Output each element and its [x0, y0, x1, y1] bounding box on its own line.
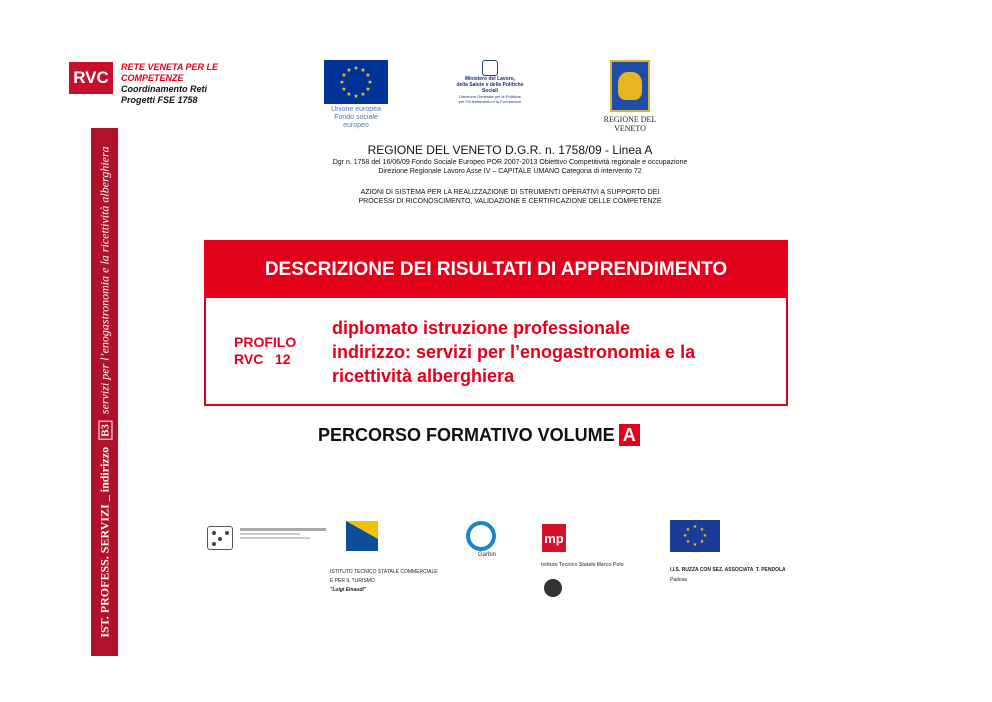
- rvc-line4: Progetti FSE 1758: [121, 95, 198, 105]
- regione-veneto-logo: [590, 60, 670, 133]
- ruzza-line1: I.I.S. RUZZA CON SEZ. ASSOCIATA T. PENDOLA: [670, 567, 786, 573]
- side-bar: [91, 128, 118, 656]
- percorso-title: [318, 424, 640, 446]
- eu-flag-icon: [324, 60, 388, 104]
- svg-text:★: ★: [346, 67, 352, 74]
- einaudi-caption: [330, 568, 438, 595]
- repubblica-emblem-icon: [544, 579, 562, 597]
- banner-title: DESCRIZIONE DEI RISULTATI DI APPRENDIMENTO: [206, 242, 786, 298]
- svg-text:★: ★: [367, 79, 373, 86]
- einaudi-logo-icon: [346, 521, 378, 551]
- eu-caption-line2: Fondo sociale europeo: [334, 114, 378, 129]
- azioni-line1: AZIONI DI SISTEMA PER LA REALIZZAZIONE DI STRUMENTI OPERATIVI A SUPPORTO DEI: [360, 189, 660, 196]
- partner-logo-1-icon: [207, 526, 233, 550]
- rvc-line1: RETE VENETA PER LE: [121, 62, 219, 72]
- svg-text:★: ★: [365, 86, 371, 93]
- ruzza-caption: [670, 565, 786, 585]
- mp-logo-text: mp: [544, 530, 564, 546]
- ministero-logo: [449, 60, 531, 104]
- eu-caption-line1: Unione europea: [331, 106, 381, 113]
- volume-badge: A: [619, 424, 640, 446]
- eu-logo: [324, 60, 388, 130]
- rvc-title: [121, 62, 218, 106]
- veneto-lion-icon: [610, 60, 650, 112]
- marcopolo-logo-icon: [542, 524, 566, 552]
- svg-text:★: ★: [692, 542, 698, 548]
- svg-text:★: ★: [699, 539, 705, 545]
- profilo-label: [234, 334, 296, 368]
- svg-text:★: ★: [360, 91, 366, 98]
- einaudi-line2: E PER IL TURISMO: [330, 578, 375, 584]
- garbin-logo-icon: [466, 521, 496, 551]
- partner-logo-2-icon: [240, 528, 330, 539]
- svg-text:★: ★: [353, 93, 359, 100]
- svg-text:★: ★: [341, 86, 347, 93]
- ministero-line4: per l’Orientamento e la Formazione: [458, 99, 522, 104]
- marcopolo-caption: Istituto Tecnico Statale Marco Polo: [541, 562, 624, 568]
- einaudi-line3: "Luigi Einaudi": [330, 587, 367, 593]
- svg-text:★: ★: [341, 72, 347, 79]
- einaudi-line1: ISTITUTO TECNICO STATALE COMMERCIALE: [330, 569, 438, 575]
- header-azioni: [290, 188, 730, 206]
- svg-text:★: ★: [353, 65, 359, 72]
- profile-box: [204, 240, 788, 406]
- desc-line1: diplomato istruzione professionale: [332, 318, 631, 338]
- ministero-line1: Ministero del Lavoro,: [464, 76, 516, 82]
- header-line2: Direzione Regionale Lavoro Asse IV – CAPITALE UMANO Categoria di intervento 72: [378, 168, 642, 175]
- svg-text:★: ★: [346, 91, 352, 98]
- profilo-code: RVC 12: [234, 351, 291, 367]
- svg-text:★: ★: [682, 533, 688, 539]
- ministero-emblem-icon: [482, 60, 498, 76]
- desc-line3: ricettività alberghiera: [332, 366, 515, 386]
- svg-text:★: ★: [685, 527, 691, 533]
- garbin-caption: Garbin: [478, 552, 497, 558]
- profilo-text: PROFILO: [234, 334, 297, 350]
- azioni-line2: PROCESSI DI RICONOSCIMENTO, VALIDAZIONE E CERTIFICAZIONE DELLE COMPETENZE: [358, 198, 662, 205]
- svg-text:★: ★: [339, 79, 345, 86]
- ruzza-logo-icon: [670, 520, 720, 552]
- svg-text:★: ★: [699, 527, 705, 533]
- profile-description: [332, 316, 695, 388]
- percorso-label: PERCORSO FORMATIVO VOLUME: [318, 424, 615, 445]
- rvc-line3: Coordinamento Reti: [121, 84, 208, 94]
- side-bar-text: [97, 146, 112, 637]
- desc-line2: indirizzo: servizi per l’enogastronomia e la: [332, 342, 696, 362]
- veneto-caption: REGIONE DEL VENETO: [603, 115, 657, 133]
- svg-text:★: ★: [702, 533, 708, 539]
- svg-text:★: ★: [360, 67, 366, 74]
- ruzza-line2: Padova: [670, 577, 687, 583]
- rvc-badge: RVC: [73, 68, 109, 87]
- sidebar-code: B3: [98, 421, 112, 440]
- svg-text:★: ★: [692, 524, 698, 530]
- ministero-line3: Direzione Generale per le Politiche: [459, 94, 521, 99]
- header-title: REGIONE DEL VENETO D.G.R. n. 1758/09 - Linea A: [367, 143, 653, 157]
- eu-caption: [324, 106, 388, 130]
- header-line1: Dgr n. 1758 del 16/06/09 Fondo Sociale Europeo POR 2007-2013 Obiettivo Competitività regionale e occupazione: [332, 159, 688, 166]
- svg-text:★: ★: [685, 539, 691, 545]
- rvc-logo: [69, 62, 113, 94]
- svg-text:★: ★: [365, 72, 371, 79]
- sidebar-school: IST. PROFESS. SERVIZI _ indirizzo: [97, 446, 111, 638]
- document-header: [290, 143, 730, 206]
- sidebar-indirizzo: servizi per l’enogastronomia e la ricettività alberghiera: [97, 146, 111, 415]
- rvc-line2: COMPETENZE: [121, 73, 184, 83]
- ministero-line2: della Salute e delle Politiche Sociali: [456, 82, 524, 94]
